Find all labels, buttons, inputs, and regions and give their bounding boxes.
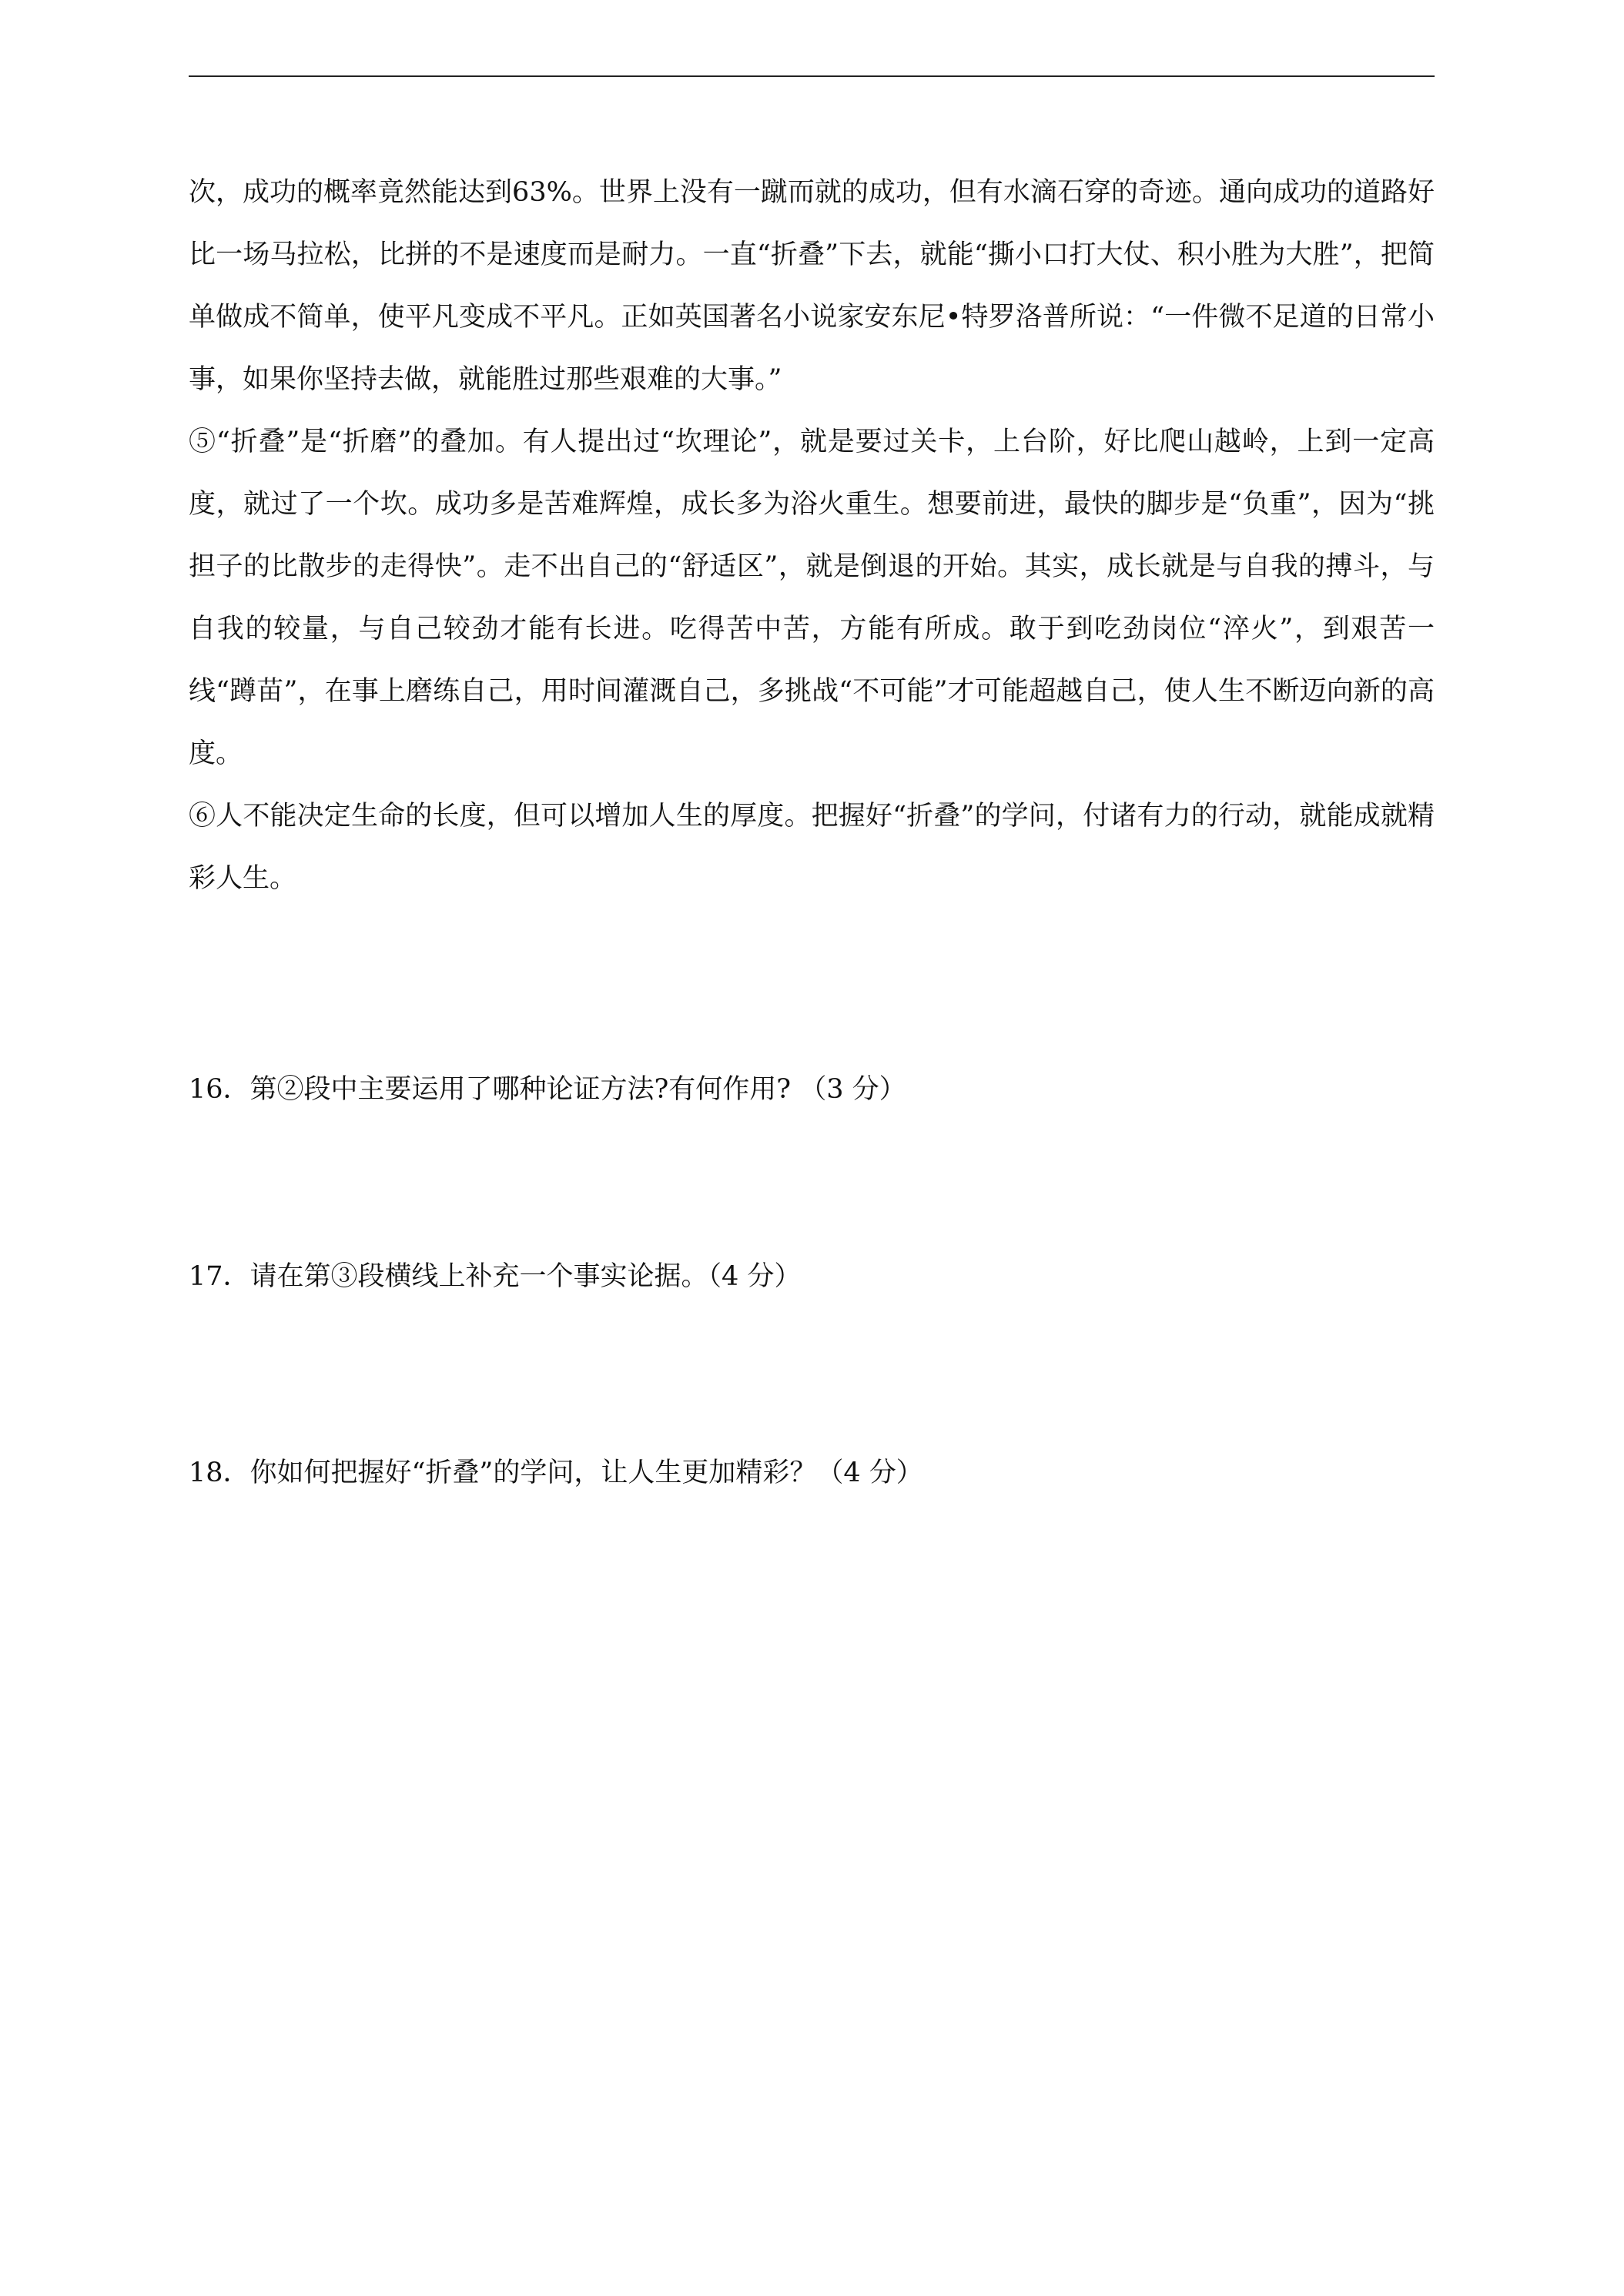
question-16: 16．第②段中主要运用了哪种论证方法?有何作用? （3 分） bbox=[189, 1074, 906, 1105]
paragraph-5: ⑤“折叠”是“折磨”的叠加。有人提出过“坎理论”，就是要过关卡，上台阶，好比爬山越岭，上到一定高度，就过了一个坎。成功多是苦难辉煌，成长多为浴火重生。想要前进，最快的脚步是“负重”，因为“挑担子的比散步的走得快”。走不出自己的“舒适区”，就是倒退的开始。其实，成长就是与自我的搏斗，与自我的较量，与自己较劲才能有长进。吃得苦中苦，方能有所成。敢于到吃劲岗位“淬火”，到艰苦一线“蹲苗”，在事上磨练自己，用时间灌溉自己，多挑战“不可能”才可能超越自己，使人生不断迈向新的高度。 bbox=[189, 427, 1435, 769]
header-rule bbox=[189, 75, 1435, 77]
passage bbox=[189, 162, 1435, 910]
question-17: 17．请在第③段横线上补充一个事实论据。（4 分） bbox=[189, 1261, 802, 1292]
paragraph-6: ⑥人不能决定生命的长度，但可以增加人生的厚度。把握好“折叠”的学问，付诸有力的行动，就能成就精彩人生。 bbox=[189, 801, 1435, 894]
paragraph-continued: 次，成功的概率竟然能达到63%。世界上没有一蹴而就的成功，但有水滴石穿的奇迹。通向成功的道路好比一场马拉松，比拼的不是速度而是耐力。一直“折叠”下去，就能“撕小口打大仗、积小胜为大胜”，把简单做成不简单，使平凡变成不平凡。正如英国著名小说家安东尼•特罗洛普所说：“一件微不足道的日常小事，如果你坚持去做，就能胜过那些艰难的大事。” bbox=[189, 177, 1435, 395]
question-18: 18．你如何把握好“折叠”的学问，让人生更加精彩？（4 分） bbox=[189, 1458, 923, 1488]
